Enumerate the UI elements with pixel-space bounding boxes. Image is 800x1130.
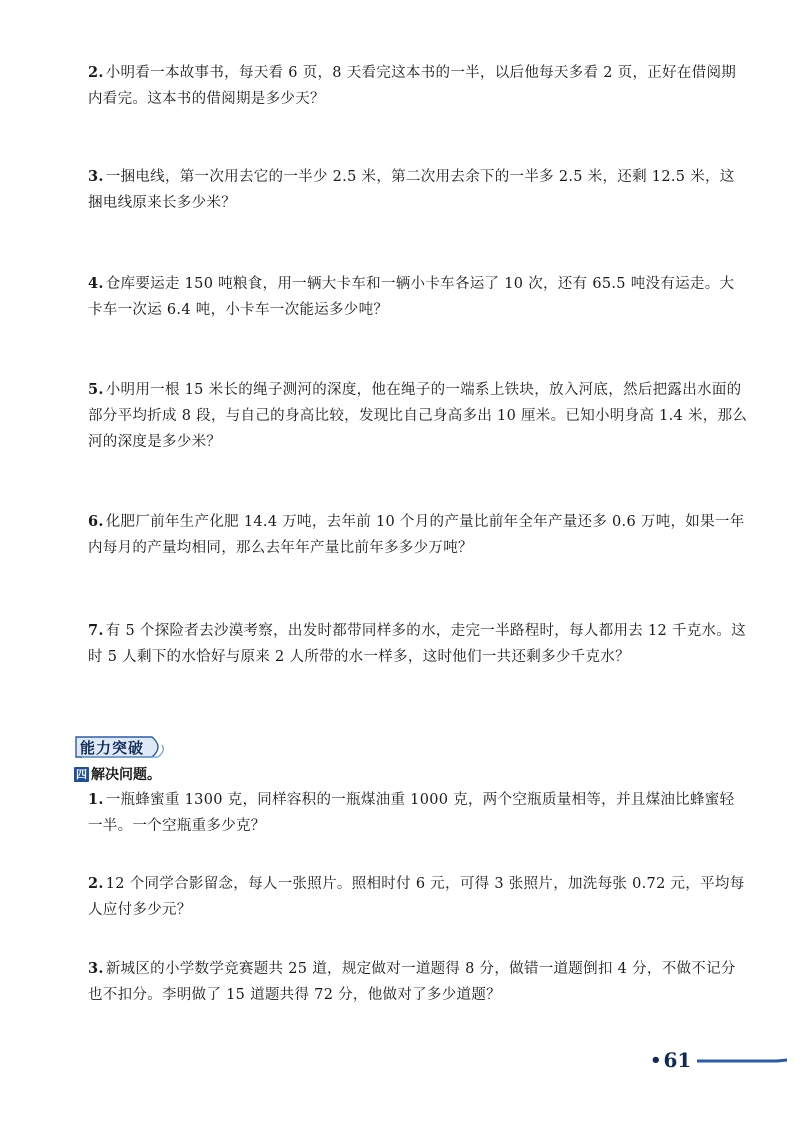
page-number: 61 (663, 1048, 692, 1072)
problem-text: 12 个同学合影留念，每人一张照片。照相时付 6 元，可得 3 张照片，加洗每张 0.72 元，平均每人应付多少元？ (88, 876, 745, 918)
section-problem-3 (88, 956, 748, 1008)
problem-text: 新城区的小学数学竞赛题共 25 道，规定做对一道题得 8 分，做错一道题倒扣 4 分，不做不记分也不扣分。李明做了 15 道题共得 72 分，他做对了多少道题？ (88, 961, 736, 1003)
section-problem-1 (88, 787, 748, 839)
problem-text: 一瓶蜂蜜重 1300 克，同样容积的一瓶煤油重 1000 克，两个空瓶质量相等，并且煤油比蜂蜜轻一半。一个空瓶重多少克？ (88, 792, 735, 834)
problem-text: 化肥厂前年生产化肥 14.4 万吨，去年前 10 个月的产量比前年全年产量还多 0.6 万吨，如果一年内每月的产量均相同，那么去年年产量比前年多多少万吨？ (88, 514, 745, 556)
problem-number: 1. (88, 791, 104, 808)
problem-text: 小明用一根 15 米长的绳子测河的深度，他在绳子的一端系上铁块，放入河底，然后把露出水面的部分平均折成 8 段，与自己的身高比较，发现比自己身高多出 10 厘米。已知小明身高 1.4 米，那么河的深度是多少米？ (88, 382, 748, 450)
problem-text: 仓库要运走 150 吨粮食，用一辆大卡车和一辆小卡车各运了 10 次，还有 65.5 吨没有运走。大卡车一次运 6.4 吨，小卡车一次能运多少吨？ (88, 276, 735, 318)
problem-4 (88, 271, 748, 323)
problem-number: 2. (88, 64, 104, 81)
problem-number: 2. (88, 875, 104, 892)
footer-bullet: • (650, 1049, 662, 1071)
footer-rule (697, 1055, 787, 1065)
problem-number: 6. (88, 513, 104, 530)
problem-number: 7. (88, 622, 104, 639)
section-problem-2 (88, 871, 748, 923)
section-header (74, 764, 161, 784)
banner-label: 能力突破 (80, 739, 145, 757)
problem-2 (88, 60, 748, 112)
problem-text: 一捆电线，第一次用去它的一半少 2.5 米，第二次用去余下的一半多 2.5 米，还剩 12.5 米，这捆电线原来长多少米？ (88, 169, 735, 211)
problem-number: 3. (88, 168, 104, 185)
problem-text: 小明看一本故事书，每天看 6 页，8 天看完这本书的一半，以后他每天多看 2 页，正好在借阅期内看完。这本书的借阅期是多少天？ (88, 65, 737, 107)
section-badge: 四 (76, 767, 87, 781)
problem-3 (88, 164, 748, 216)
problem-6 (88, 509, 748, 561)
problem-number: 5. (88, 381, 104, 398)
problem-number: 3. (88, 960, 104, 977)
problem-5 (88, 377, 748, 455)
problem-text: 有 5 个探险者去沙漠考察，出发时都带同样多的水，走完一半路程时，每人都用去 12 千克水。这时 5 人剩下的水恰好与原来 2 人所带的水一样多，这时他们一共还剩多少千克水？ (88, 623, 746, 665)
problem-number: 4. (88, 275, 104, 292)
problem-7 (88, 618, 748, 670)
section-title: 解决问题。 (91, 767, 161, 783)
page-footer (650, 1048, 787, 1072)
section-banner (74, 734, 166, 760)
